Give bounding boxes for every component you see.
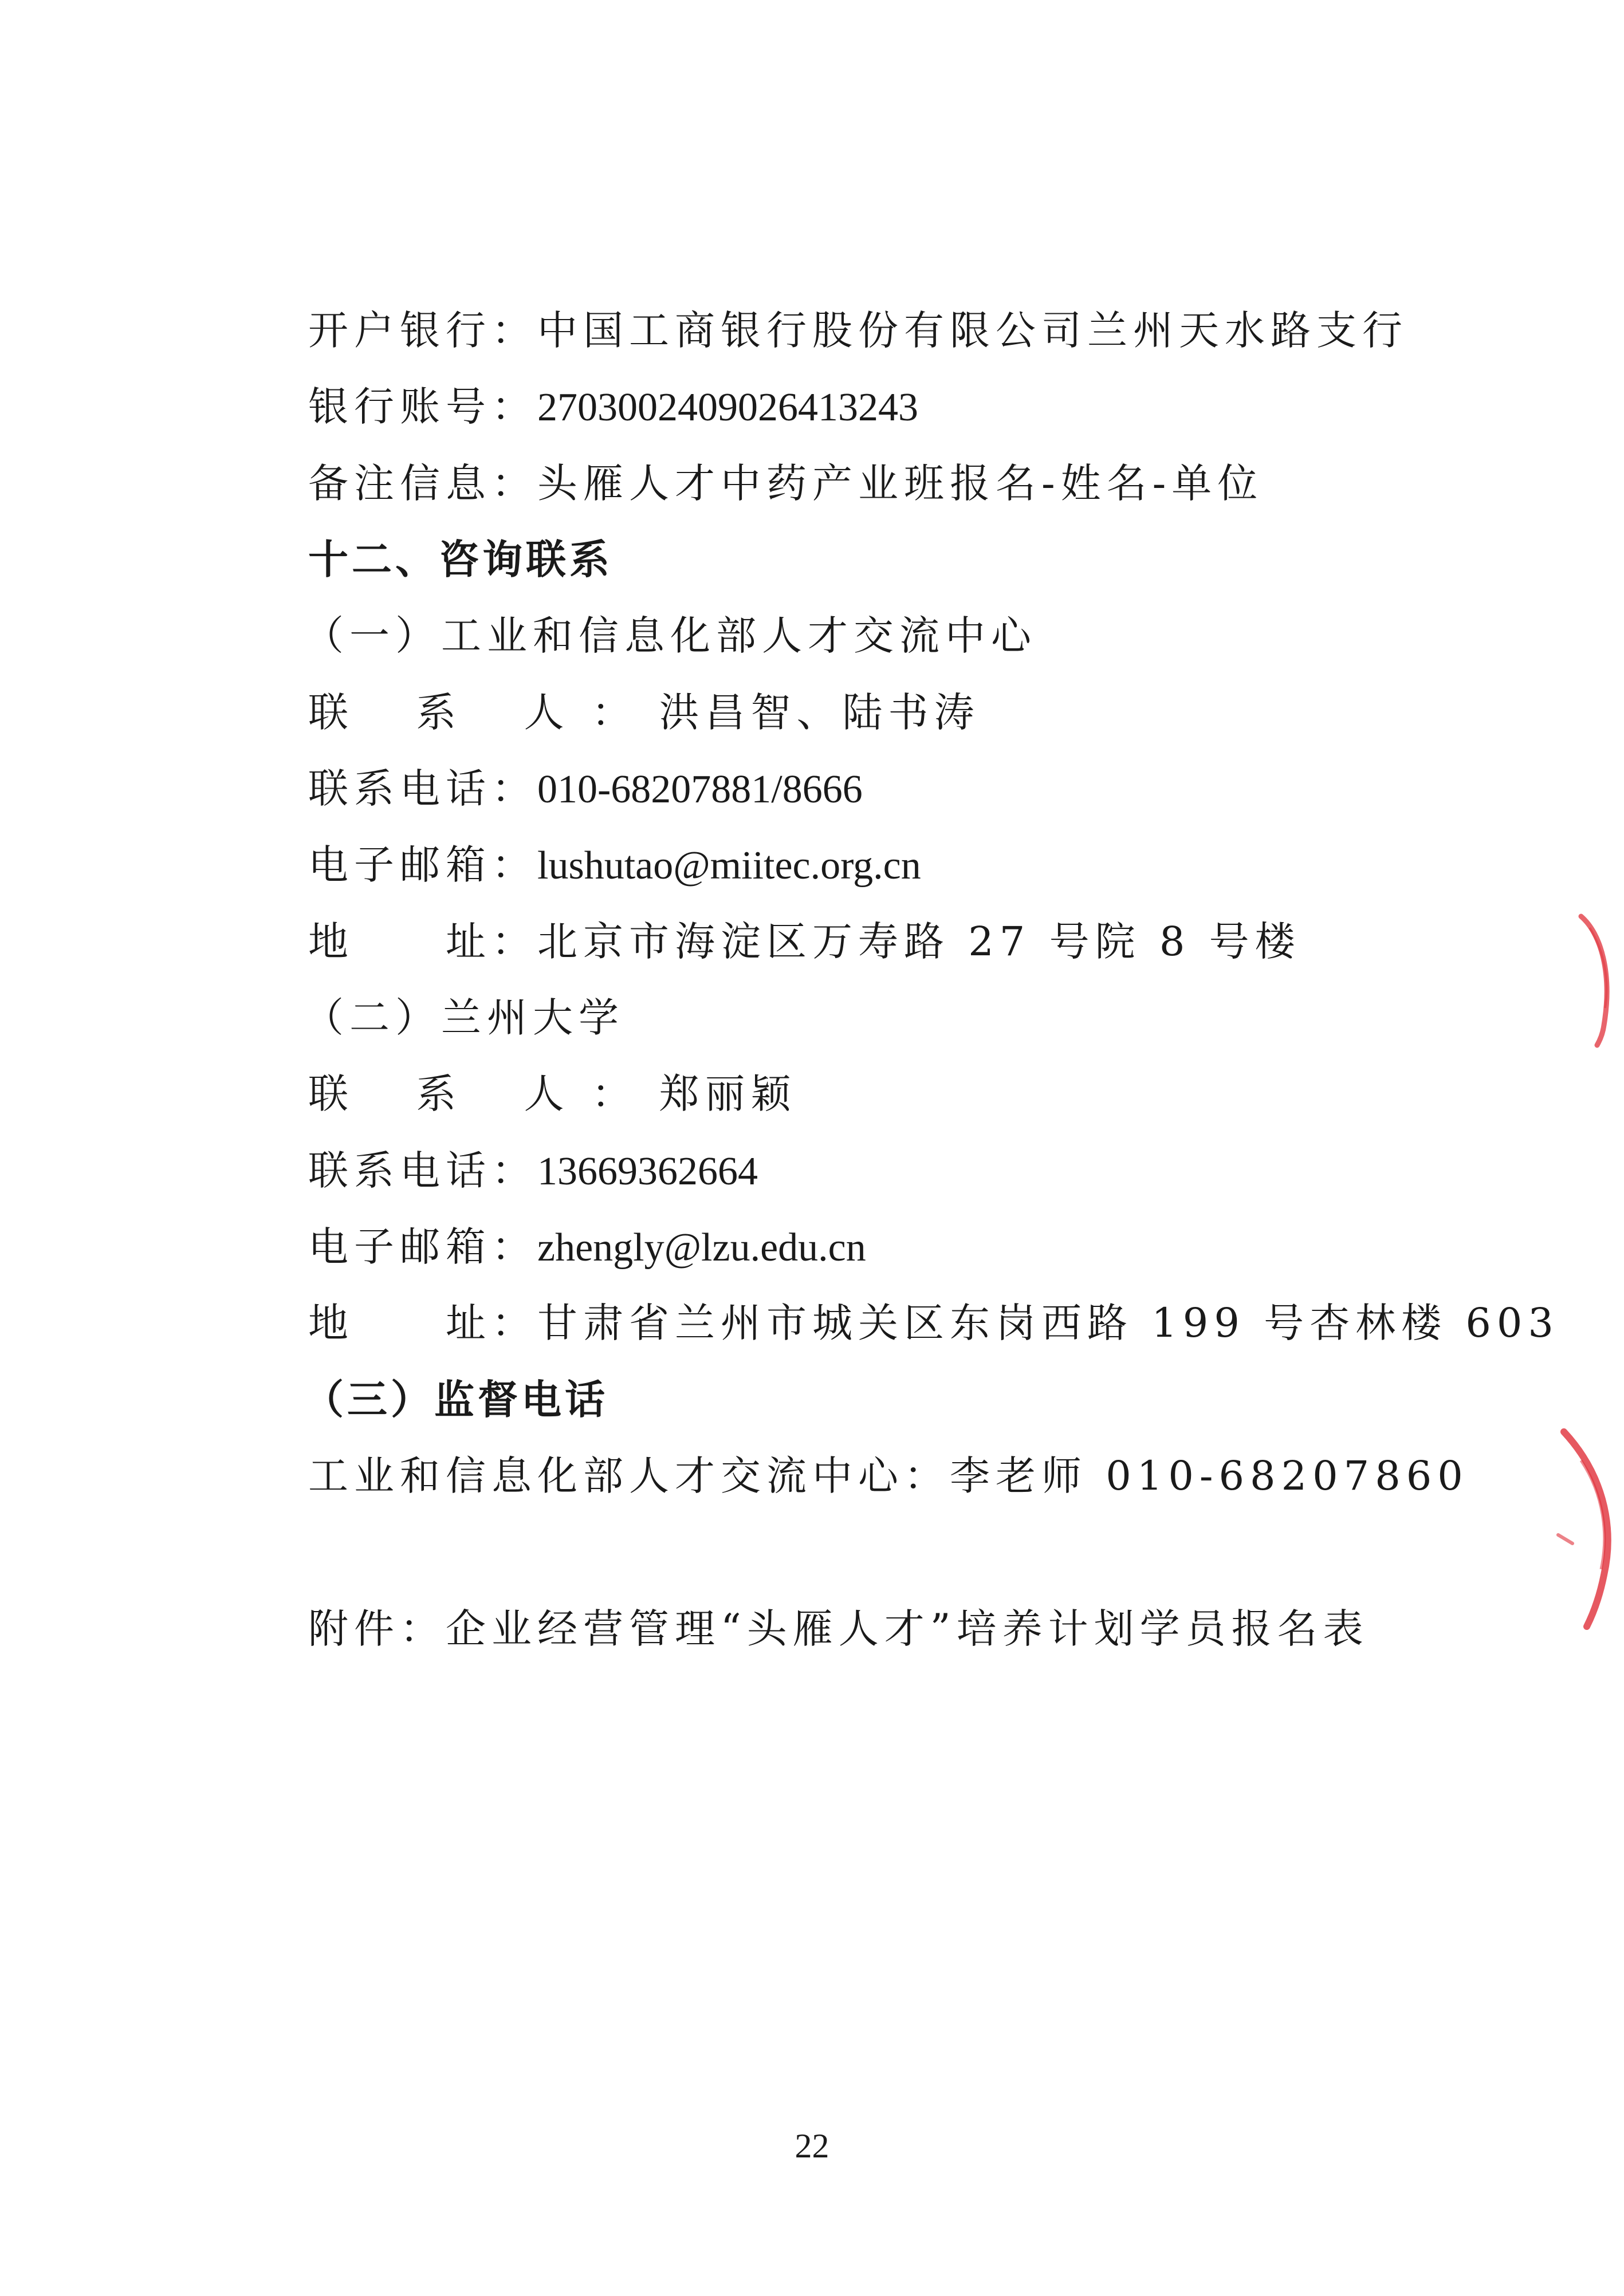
contact2-person-value: 郑丽颖: [659, 1070, 797, 1117]
contact1-address-value: 北京市海淀区万寿路 27 号院 8 号楼: [537, 918, 1301, 965]
supervision-heading: （三）监督电话: [304, 1376, 608, 1423]
contact2-phone-line: [308, 1147, 758, 1196]
contact2-address-label: 地 址：: [308, 1299, 537, 1346]
bank-account-value: 2703002409026413243: [537, 385, 918, 430]
contact2-phone-value: 13669362664: [537, 1149, 758, 1194]
contact1-address-label: 地 址：: [308, 918, 537, 965]
contact1-email-line: [308, 841, 921, 890]
page-number: 22: [795, 2127, 829, 2165]
bank-account-line: [308, 383, 918, 432]
contact1-email-label: 电子邮箱：: [308, 841, 537, 888]
contact2-email-label: 电子邮箱：: [308, 1223, 537, 1270]
contact1-email-value[interactable]: lushutao@miitec.org.cn: [537, 844, 921, 888]
contact2-phone-label: 联系电话：: [308, 1147, 537, 1194]
section-heading: 十二、咨询联系: [308, 536, 613, 583]
bank-account-label: 银行账号：: [308, 383, 537, 430]
contact1-phone-label: 联系电话：: [308, 765, 537, 812]
contact1-person-value: 洪昌智、陆书涛: [659, 689, 980, 736]
supervision-text: 工业和信息化部人才交流中心：李老师 010-68207860: [308, 1452, 1469, 1499]
attachment-text: 附件：企业经营管理“头雁人才”培养计划学员报名表: [308, 1605, 1369, 1652]
contact2-heading: （二）兰州大学: [304, 994, 624, 1041]
contact1-person-line: [308, 688, 980, 737]
remark-value: 头雁人才中药产业班报名-姓名-单位: [537, 460, 1264, 507]
remark-label: 备注信息：: [308, 460, 537, 507]
contact1-person-label: 联 系 人：: [308, 689, 659, 736]
contact1-address-line: [308, 917, 1301, 966]
contact1-heading: （一）工业和信息化部人才交流中心: [304, 612, 1037, 659]
bank-name-value: 中国工商银行股份有限公司兰州天水路支行: [537, 307, 1408, 354]
contact2-person-line: [308, 1070, 797, 1118]
seal-fragment-upper-icon: [1570, 911, 1624, 1048]
contact1-phone-value: 010-68207881/8666: [537, 767, 863, 812]
bank-name-line: [308, 306, 1408, 355]
contact1-phone-line: [308, 765, 863, 814]
seal-fragment-lower-icon: [1547, 1426, 1624, 1632]
contact2-person-label: 联 系 人：: [308, 1070, 659, 1117]
remark-line: [308, 459, 1263, 507]
contact2-email-line: [308, 1223, 866, 1272]
contact2-address-value: 甘肃省兰州市城关区东岗西路 199 号杏林楼 603: [537, 1299, 1559, 1346]
bank-name-label: 开户银行：: [308, 307, 537, 354]
contact2-address-line: [308, 1299, 1559, 1347]
contact2-email-value[interactable]: zhengly@lzu.edu.cn: [537, 1226, 866, 1270]
